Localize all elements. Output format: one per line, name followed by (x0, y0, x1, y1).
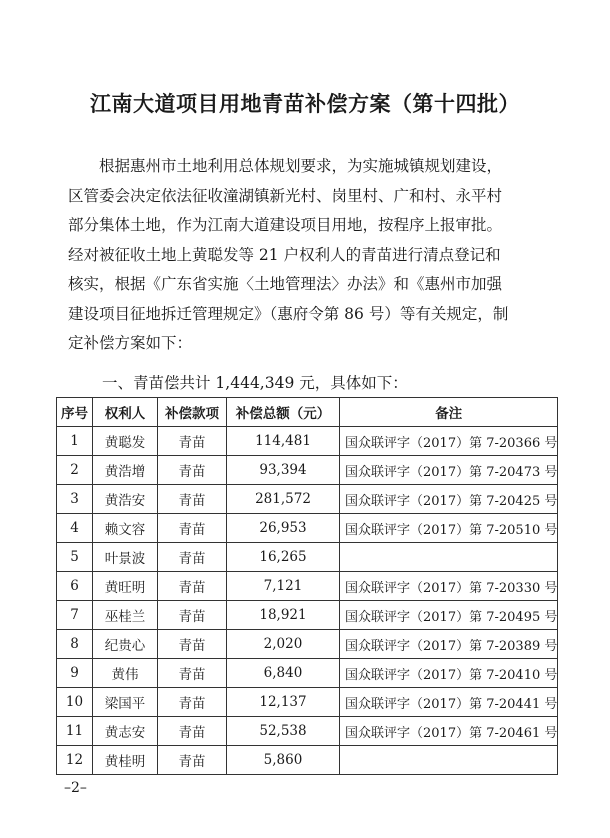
cell-note (340, 543, 558, 572)
cell-name: 黄志安 (93, 717, 158, 746)
table-header-row (57, 398, 558, 427)
table-row (57, 572, 558, 601)
cell-no: 3 (57, 485, 93, 514)
cell-name: 黄伟 (93, 659, 158, 688)
header-note: 备注 (340, 398, 558, 427)
cell-name: 黄聪发 (93, 427, 158, 456)
paragraph-line: 核实，根据《广东省实施〈土地管理法〉办法》和《惠州市加强 (68, 275, 503, 293)
cell-no: 10 (57, 688, 93, 717)
cell-name: 叶景波 (93, 543, 158, 572)
cell-note: 国众联评字（2017）第 7-20441 号 (340, 688, 558, 717)
table-row (57, 485, 558, 514)
cell-amount: 18,921 (227, 601, 340, 630)
cell-no: 5 (57, 543, 93, 572)
cell-item: 青苗 (158, 514, 227, 543)
cell-note: 国众联评字（2017）第 7-20366 号 (340, 427, 558, 456)
cell-no: 4 (57, 514, 93, 543)
cell-name: 黄浩安 (93, 485, 158, 514)
cell-amount: 2,020 (227, 630, 340, 659)
cell-note: 国众联评字（2017）第 7-20330 号 (340, 572, 558, 601)
cell-item: 青苗 (158, 630, 227, 659)
paragraph-line: 部分集体土地，作为江南大道建设项目用地，按程序上报审批。 (68, 216, 503, 234)
cell-no: 2 (57, 456, 93, 485)
cell-note (340, 746, 558, 775)
cell-no: 7 (57, 601, 93, 630)
table-row (57, 630, 558, 659)
cell-note: 国众联评字（2017）第 7-20461 号 (340, 717, 558, 746)
header-item: 补偿款项 (158, 398, 227, 427)
table-row (57, 601, 558, 630)
header-name: 权利人 (93, 398, 158, 427)
cell-item: 青苗 (158, 688, 227, 717)
cell-item: 青苗 (158, 427, 227, 456)
cell-amount: 93,394 (227, 456, 340, 485)
cell-name: 黄桂明 (93, 746, 158, 775)
table-row (57, 659, 558, 688)
paragraph-line: 根据惠州市土地利用总体规划要求，为实施城镇规划建设， (68, 157, 503, 175)
cell-item: 青苗 (158, 717, 227, 746)
header-amount: 补偿总额（元） (227, 398, 340, 427)
cell-name: 纪贵心 (93, 630, 158, 659)
cell-no: 6 (57, 572, 93, 601)
cell-amount: 281,572 (227, 485, 340, 514)
cell-note: 国众联评字（2017）第 7-20425 号 (340, 485, 558, 514)
section-heading: 一、青苗偿共计 1,444,349 元，具体如下： (102, 374, 408, 392)
cell-amount: 114,481 (227, 427, 340, 456)
table-row (57, 746, 558, 775)
paragraph-line: 建设项目征地拆迁管理规定》（惠府令第 86 号）等有关规定，制 (68, 304, 509, 323)
table-row (57, 514, 558, 543)
cell-no: 11 (57, 717, 93, 746)
document-title: 江南大道项目用地青苗补偿方案（第十四批） (90, 91, 520, 116)
cell-no: 8 (57, 630, 93, 659)
paragraph-line: 定补偿方案如下： (68, 334, 193, 352)
cell-note: 国众联评字（2017）第 7-20389 号 (340, 630, 558, 659)
table-row (57, 688, 558, 717)
cell-note: 国众联评字（2017）第 7-20410 号 (340, 659, 558, 688)
cell-name: 巫桂兰 (93, 601, 158, 630)
cell-name: 黄浩增 (93, 456, 158, 485)
cell-item: 青苗 (158, 601, 227, 630)
cell-name: 黄旺明 (93, 572, 158, 601)
cell-amount: 6,840 (227, 659, 340, 688)
table-row (57, 427, 558, 456)
cell-item: 青苗 (158, 485, 227, 514)
cell-note: 国众联评字（2017）第 7-20510 号 (340, 514, 558, 543)
cell-no: 9 (57, 659, 93, 688)
header-no: 序号 (57, 398, 93, 427)
table-row (57, 717, 558, 746)
cell-note: 国众联评字（2017）第 7-20495 号 (340, 601, 558, 630)
cell-item: 青苗 (158, 456, 227, 485)
cell-item: 青苗 (158, 572, 227, 601)
cell-item: 青苗 (158, 659, 227, 688)
paragraph-line: 经对被征收土地上黄聪发等 21 户权利人的青苗进行清点登记和 (68, 245, 501, 264)
cell-amount: 52,538 (227, 717, 340, 746)
cell-amount: 12,137 (227, 688, 340, 717)
cell-amount: 7,121 (227, 572, 340, 601)
table-row (57, 543, 558, 572)
cell-name: 梁国平 (93, 688, 158, 717)
cell-item: 青苗 (158, 543, 227, 572)
paragraph-line: 区管委会决定依法征收潼湖镇新光村、岗里村、广和村、永平村 (68, 186, 503, 205)
cell-no: 12 (57, 746, 93, 775)
cell-note: 国众联评字（2017）第 7-20473 号 (340, 456, 558, 485)
table-row (57, 456, 558, 485)
cell-no: 1 (57, 427, 93, 456)
compensation-table (56, 397, 558, 775)
cell-item: 青苗 (158, 746, 227, 775)
cell-amount: 16,265 (227, 543, 340, 572)
intro-paragraph (68, 152, 568, 359)
page-number: –2– (64, 780, 87, 796)
cell-name: 赖文容 (93, 514, 158, 543)
cell-amount: 5,860 (227, 746, 340, 775)
cell-amount: 26,953 (227, 514, 340, 543)
